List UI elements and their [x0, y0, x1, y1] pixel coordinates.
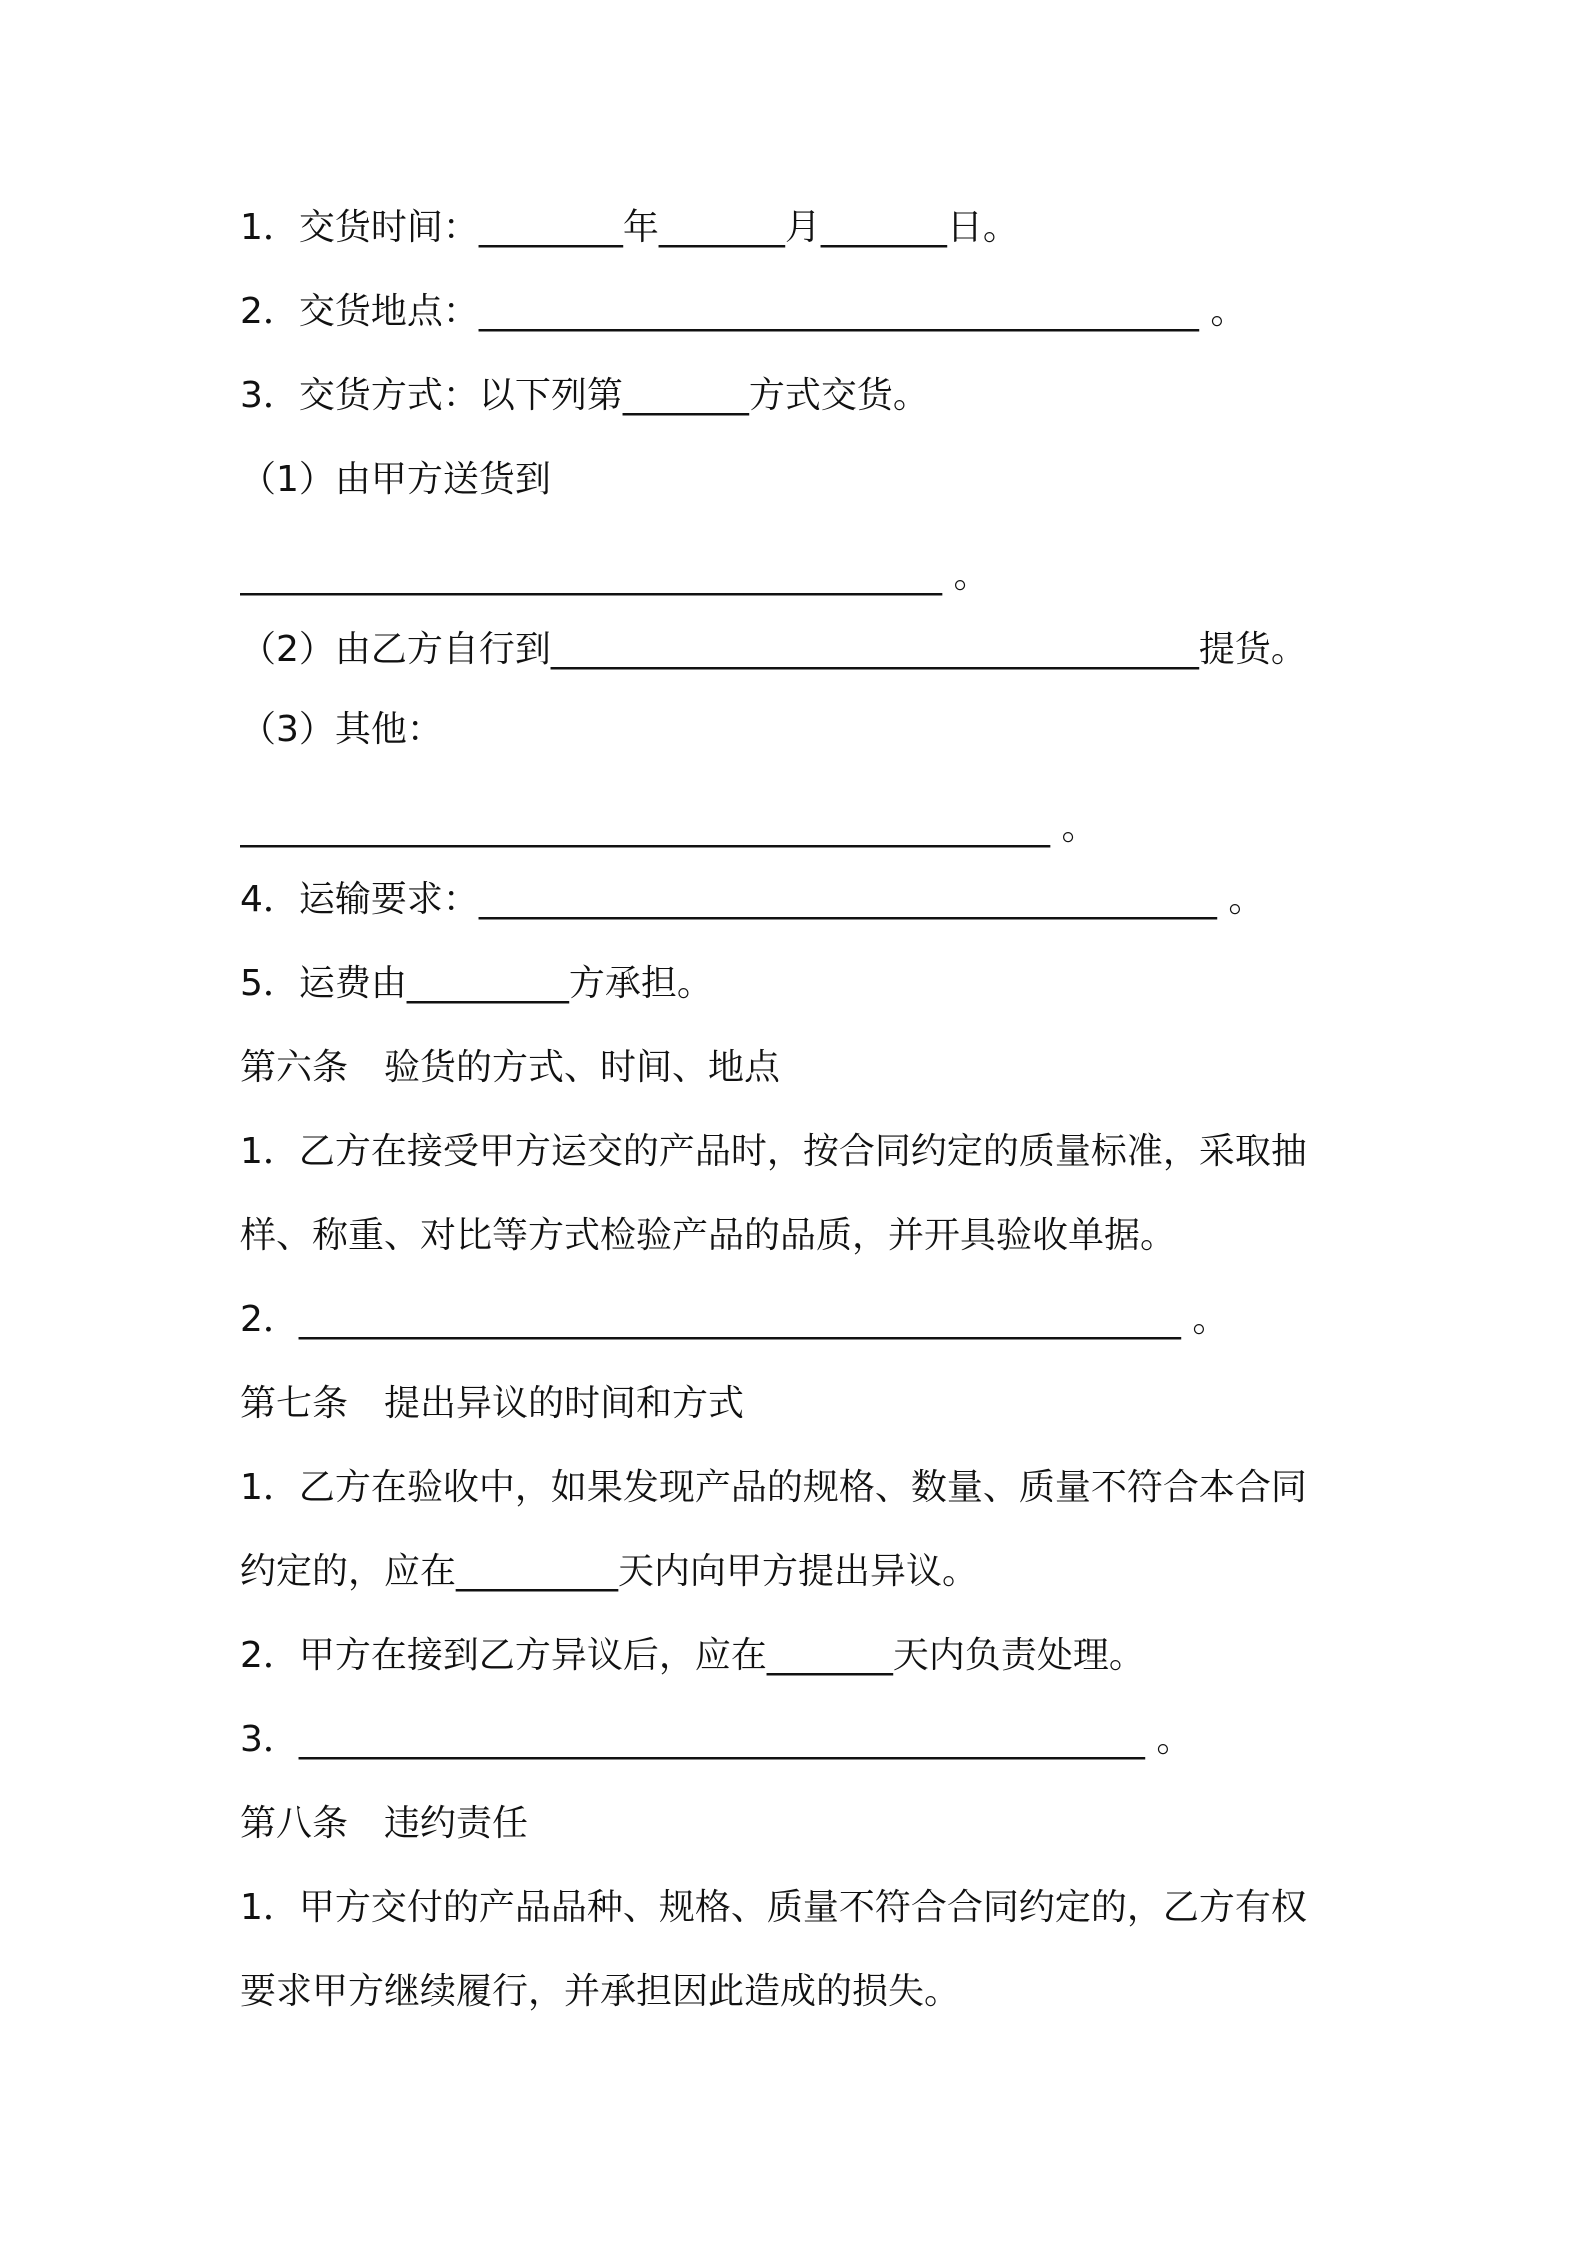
article-8-item-1-line-1: 1．甲方交付的产品品种、规格、质量不符合合同约定的，乙方有权 [240, 1887, 1307, 1928]
article-7-item-1-line-2: 约定的，应在_________天内向甲方提出异议。 [240, 1551, 979, 1592]
article-6-item-2-line: 2．_________________________________________________ 。 [240, 1299, 1229, 1340]
article-6-item-1-line-1: 1．乙方在接受甲方运交的产品时，按合同约定的质量标准，采取抽 [240, 1131, 1307, 1172]
article-8-heading: 第八条 违约责任 [240, 1803, 529, 1844]
article-8-item-1-line-2: 要求甲方继续履行，并承担因此造成的损失。 [240, 1971, 961, 2012]
option-3-blank-line: _____________________________________________ 。 [240, 807, 1098, 848]
article-7-item-1-line-1: 1．乙方在验收中，如果发现产品的规格、数量、质量不符合本合同 [240, 1467, 1307, 1508]
delivery-method-line: 3．交货方式：以下列第_______方式交货。 [240, 375, 929, 416]
article-7-heading: 第七条 提出异议的时间和方式 [240, 1383, 745, 1424]
delivery-place-line: 2．交货地点：________________________________________ 。 [240, 291, 1247, 332]
freight-line: 5．运费由_________方承担。 [240, 963, 713, 1004]
article-6-heading: 第六条 验货的方式、时间、地点 [240, 1047, 781, 1088]
option-3-text: （3）其他： [240, 709, 443, 750]
article-7-item-2-line: 2．甲方在接到乙方异议后，应在_______天内负责处理。 [240, 1635, 1145, 1676]
transport-requirement-line: 4．运输要求：_________________________________________ 。 [240, 879, 1265, 920]
delivery-time-line: 1．交货时间：________年_______月_______日。 [240, 207, 1019, 248]
article-6-item-1-line-2: 样、称重、对比等方式检验产品的品质，并开具验收单据。 [240, 1215, 1177, 1256]
option-2-line: （2）由乙方自行到____________________________________提货。 [240, 629, 1307, 670]
option-1-text: （1）由甲方送货到 [240, 459, 551, 500]
option-3-line [240, 706, 1360, 754]
option-1-blank-line: _______________________________________ 。 [240, 555, 990, 596]
article-7-item-3-line: 3．_______________________________________________ 。 [240, 1719, 1193, 1760]
option-1-line [240, 456, 1360, 504]
